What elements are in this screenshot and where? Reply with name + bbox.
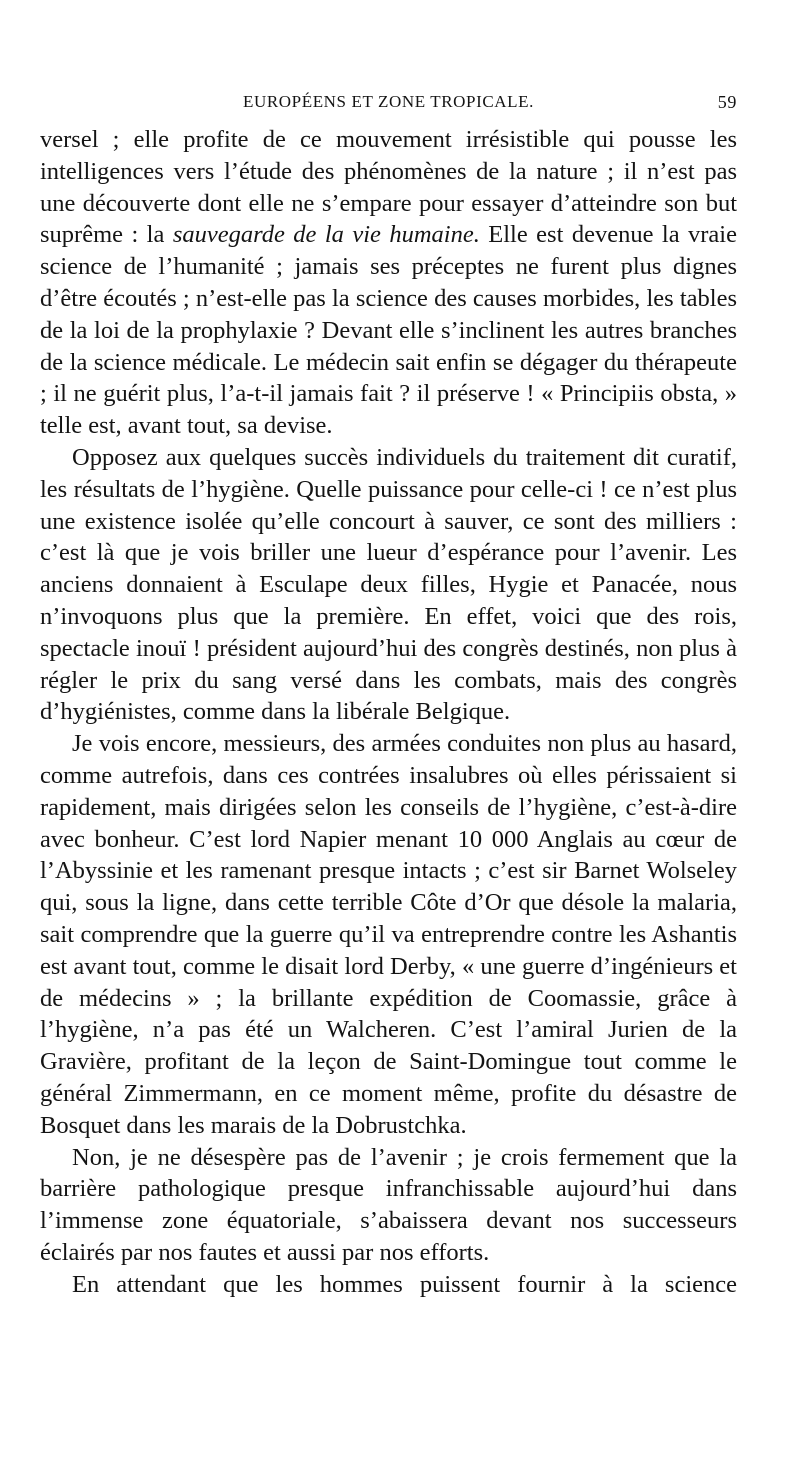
running-title: EUROPÉENS ET ZONE TROPICALE. <box>242 92 534 111</box>
paragraph-3: Je vois encore, messieurs, des armées conduites non plus au hasard, comme autrefois, dans ces contrées insalubres où elles périssaient si rapidement, mais dirigées selon les conseils de l’hygiène, c’est-à-dire avec bonheur. C’est lord Napier menant 10 000 Anglais au cœur de l’Abyssinie et les ramenant presque intacts ; c’est sir Barnet Wolseley qui, sous la ligne, dans cette terrible Côte d’Or que désole la malaria, sait comprendre que la guerre qu’il va entreprendre contre les Ashantis est avant tout, comme le disait lord Derby, « une guerre d’ingénieurs et de médecins » ; la brillante expédition de Coomassie, grâce à l’hygiène, n’a pas été un Walcheren. C’est l’amiral Jurien de la Gravière, profitant de la leçon de Saint-Domingue tout comme le général Zimmermann, en ce moment même, profite du désastre de Bosquet dans les marais de la Dobrustchka. <box>40 730 737 1139</box>
paragraph-1-text-after: Elle est devenue la vraie science de l’humanité ; jamais ses préceptes ne furent plus dignes d’être écoutés ; n’est-elle pas la science des causes morbides, les tables de la loi de la prophylaxie ? Devant elle s’inclinent les autres branches de la science médicale. Le médecin sait enfin se dégager du thérapeute ; il ne guérit plus, l’a-t-il jamais fait ? il préserve ! « Principiis obsta, » telle est, avant tout, sa devise. <box>40 221 737 440</box>
running-head <box>40 92 737 124</box>
paragraph-4: Non, je ne désespère pas de l’avenir ; je crois fermement que la barrière pathologique presque infranchissable aujourd’hui dans l’immense zone équatoriale, s’abaissera devant nos successeurs éclairés par nos fautes et aussi par nos efforts. <box>40 1143 737 1266</box>
paragraph-5: En attendant que les hommes puissent fournir à la science <box>72 1270 737 1298</box>
paragraph-1-text-before: versel ; elle profite de ce mouvement irrésistible qui pousse les intelligences vers l’étude des phénomènes de la nature ; il n’est pas une découverte dont elle ne s’empare pour essayer d’atteindre son but suprême : la <box>40 126 737 249</box>
page-number: 59 <box>717 92 737 112</box>
body-text <box>40 124 737 1300</box>
paragraph-1 <box>40 124 737 442</box>
paragraph-1-emphasis: sauvegarde de la vie humaine. <box>172 221 480 249</box>
book-page <box>40 92 737 1300</box>
paragraph-2: Opposez aux quelques succès individuels du traitement dit curatif, les résultats de l’hygiène. Quelle puissance pour celle-ci ! ce n’est plus une existence isolée qu’elle concourt à sauver, ce sont des milliers : c’est là que je vois briller une lueur d’espérance pour l’avenir. Les anciens donnaient à Esculape deux filles, Hygie et Panacée, nous n’invoquons plus que la première. En effet, voici que des rois, spectacle inouï ! président aujourd’hui des congrès destinés, non plus à régler le prix du sang versé dans les combats, mais des congrès d’hygiénistes, comme dans la libérale Belgique. <box>40 443 737 726</box>
